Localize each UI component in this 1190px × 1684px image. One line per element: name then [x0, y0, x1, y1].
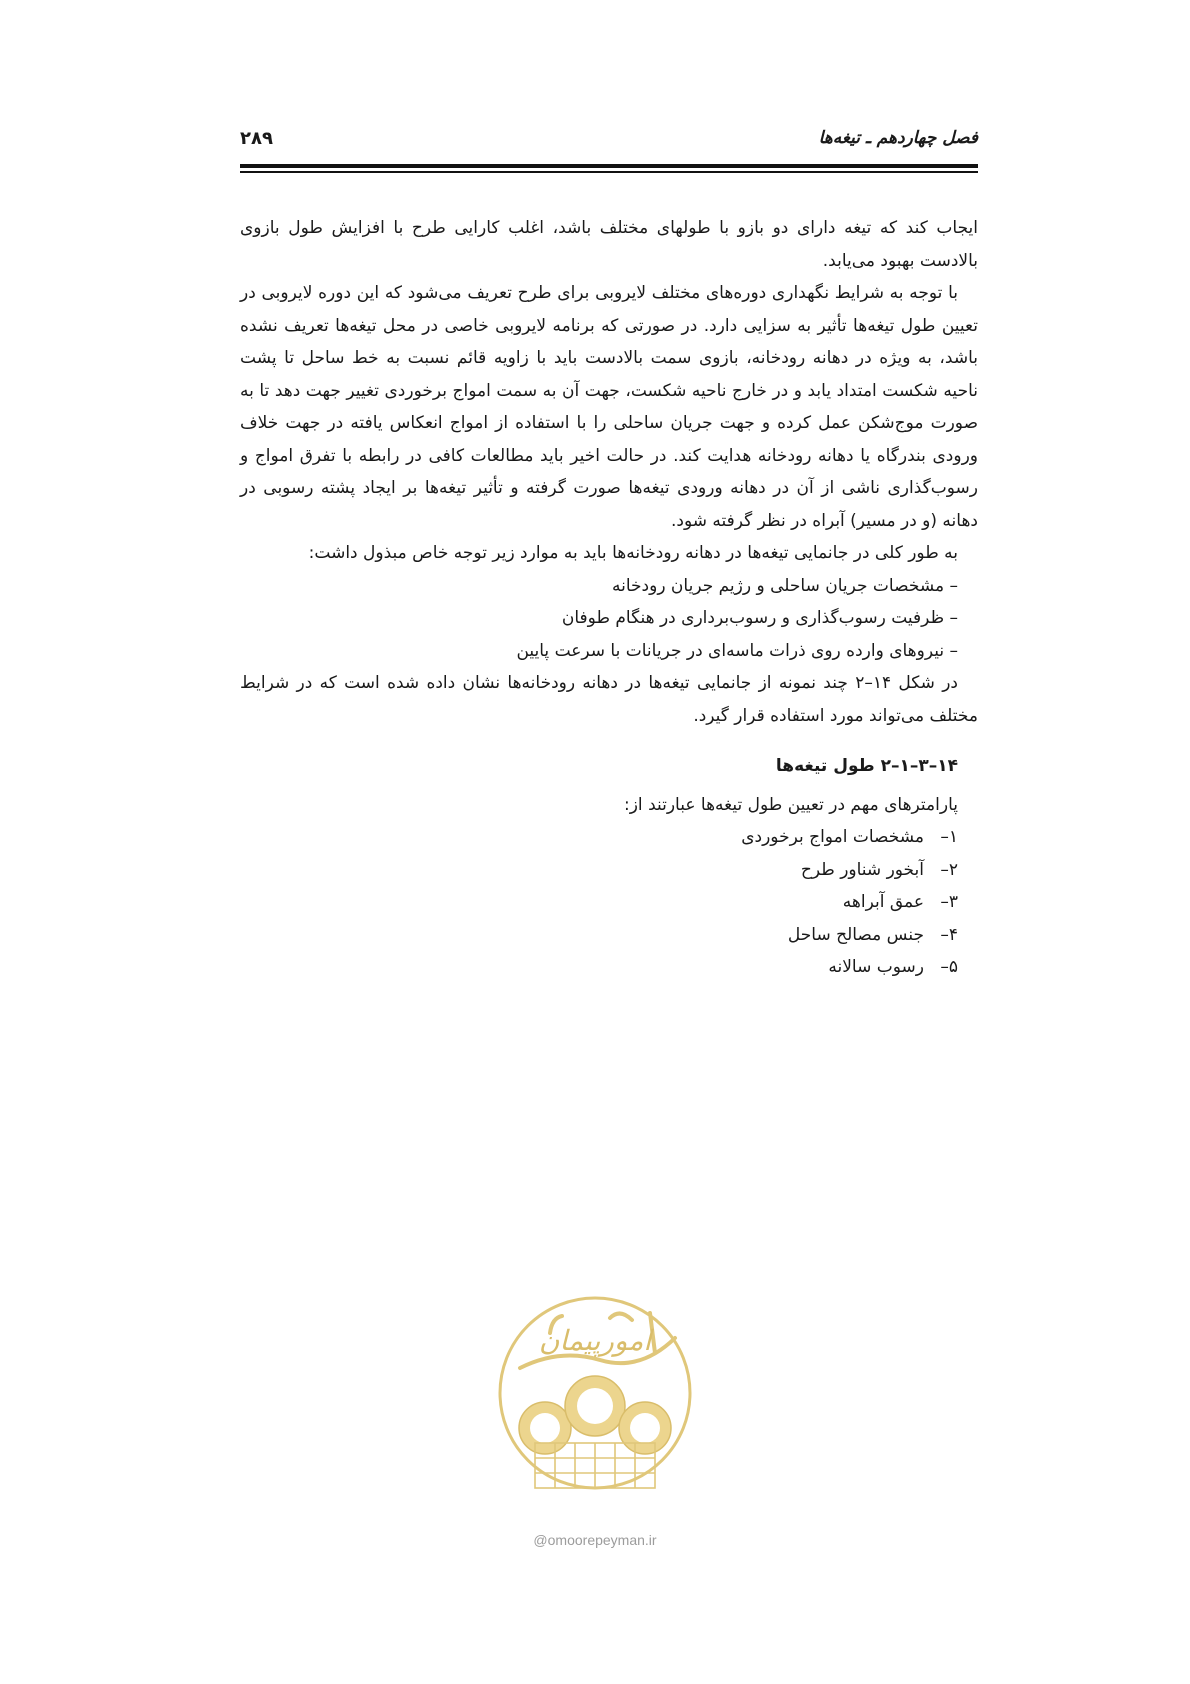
section-heading: ۱۴–۳–۱–۲ طول تیغه‌ها — [775, 756, 958, 776]
body-text — [240, 212, 978, 984]
chapter-title: فصل چهاردهم ـ تیغه‌ها — [818, 128, 978, 148]
figure-reference-paragraph: در شکل ۱۴–۲ چند نمونه از جانمایی تیغه‌ها در دهانه رودخانه‌ها نشان داده شده است که در شرایط مختلف می‌تواند مورد استفاده قرار گیرد. — [240, 673, 978, 726]
item-number: ۲– — [940, 859, 958, 880]
item-number: ۳– — [940, 892, 958, 912]
item-text: رسوب سالانه — [828, 957, 924, 977]
header-rule-thin — [240, 171, 978, 173]
item-number: ۱– — [940, 827, 958, 847]
item-text: جنس مصالح ساحل — [787, 924, 924, 945]
numbered-item-5 — [240, 951, 978, 984]
numbered-item-4 — [240, 919, 978, 952]
paragraph-3: به طور کلی در جانمایی تیغه‌ها در دهانه رودخانه‌ها باید به موارد زیر توجه خاص مبذول داشت: — [308, 543, 958, 563]
item-text: عمق آبراهه — [842, 892, 924, 912]
bullet-item: – مشخصات جریان ساحلی و رژیم جریان رودخانه — [612, 575, 958, 596]
item-number: ۵– — [940, 957, 958, 977]
item-text: آبخور شناور طرح — [800, 859, 924, 880]
numbered-item-2 — [240, 854, 978, 887]
page-header — [240, 128, 978, 158]
numbered-item-1 — [240, 821, 978, 854]
logo-url: @omoorepeyman.ir — [533, 1532, 657, 1548]
numbered-item-3 — [240, 886, 978, 919]
header-rule-thick — [240, 164, 978, 168]
section-intro: پارامترهای مهم در تعیین طول تیغه‌ها عبارتند از: — [624, 794, 958, 815]
item-text: مشخصات امواج برخوردی — [741, 827, 924, 847]
bullet-item: – ظرفیت رسوب‌گذاری و رسوب‌برداری در هنگام طوفان — [561, 608, 958, 628]
bullet-item: – نیروهای وارده روی ذرات ماسه‌ای در جریانات با سرعت پایین — [516, 640, 958, 661]
omoorepeyman-logo-icon — [490, 1278, 700, 1518]
page-number: ۲۸۹ — [240, 128, 273, 149]
paragraph-2: با توجه به شرایط نگهداری دوره‌های مختلف لایروبی برای طرح تعریف می‌شود که این دوره لایروبی در تعیین طول تیغه‌ها تأثیر به سزایی دارد. در صورتی که برنامه لایروبی خاصی در محل تیغه‌ها تعریف نشده باشد، به ویژه در دهانه رودخانه، بازوی سمت بالادست باید با زاویه قائم نسبت به خط ساحل تا پشت ناحیه شکست امتداد یابد و در خارج ناحیه شکست، جهت آن به سمت امواج برخوردی تغییر جهت دهد تا به صورت موج‌شکن عمل کرده و جهت جریان ساحلی را با استفاده از امواج انعکاس یافته در جهت خلاف ورودی بندرگاه یا دهانه رودخانه هدایت کند. در حالت اخیر باید مطالعات کافی در رابطه با تفرق امواج و رسوب‌گذاری ناشی از آن در دهانه ورودی تیغه‌ها صورت گرفته و تأثیر تیغه‌ها بر ایجاد پشته رسوبی در دهانه (و در مسیر) آبراه در نظر گرفته شود. — [240, 283, 978, 531]
logo-wordmark: امورپیمان — [538, 1324, 652, 1357]
item-number: ۴– — [940, 924, 958, 945]
paragraph-1: ایجاب کند که تیغه دارای دو بازو با طولهای مختلف باشد، اغلب کارایی طرح با افزایش طول بازوی بالادست بهبود می‌یابد. — [240, 218, 978, 271]
